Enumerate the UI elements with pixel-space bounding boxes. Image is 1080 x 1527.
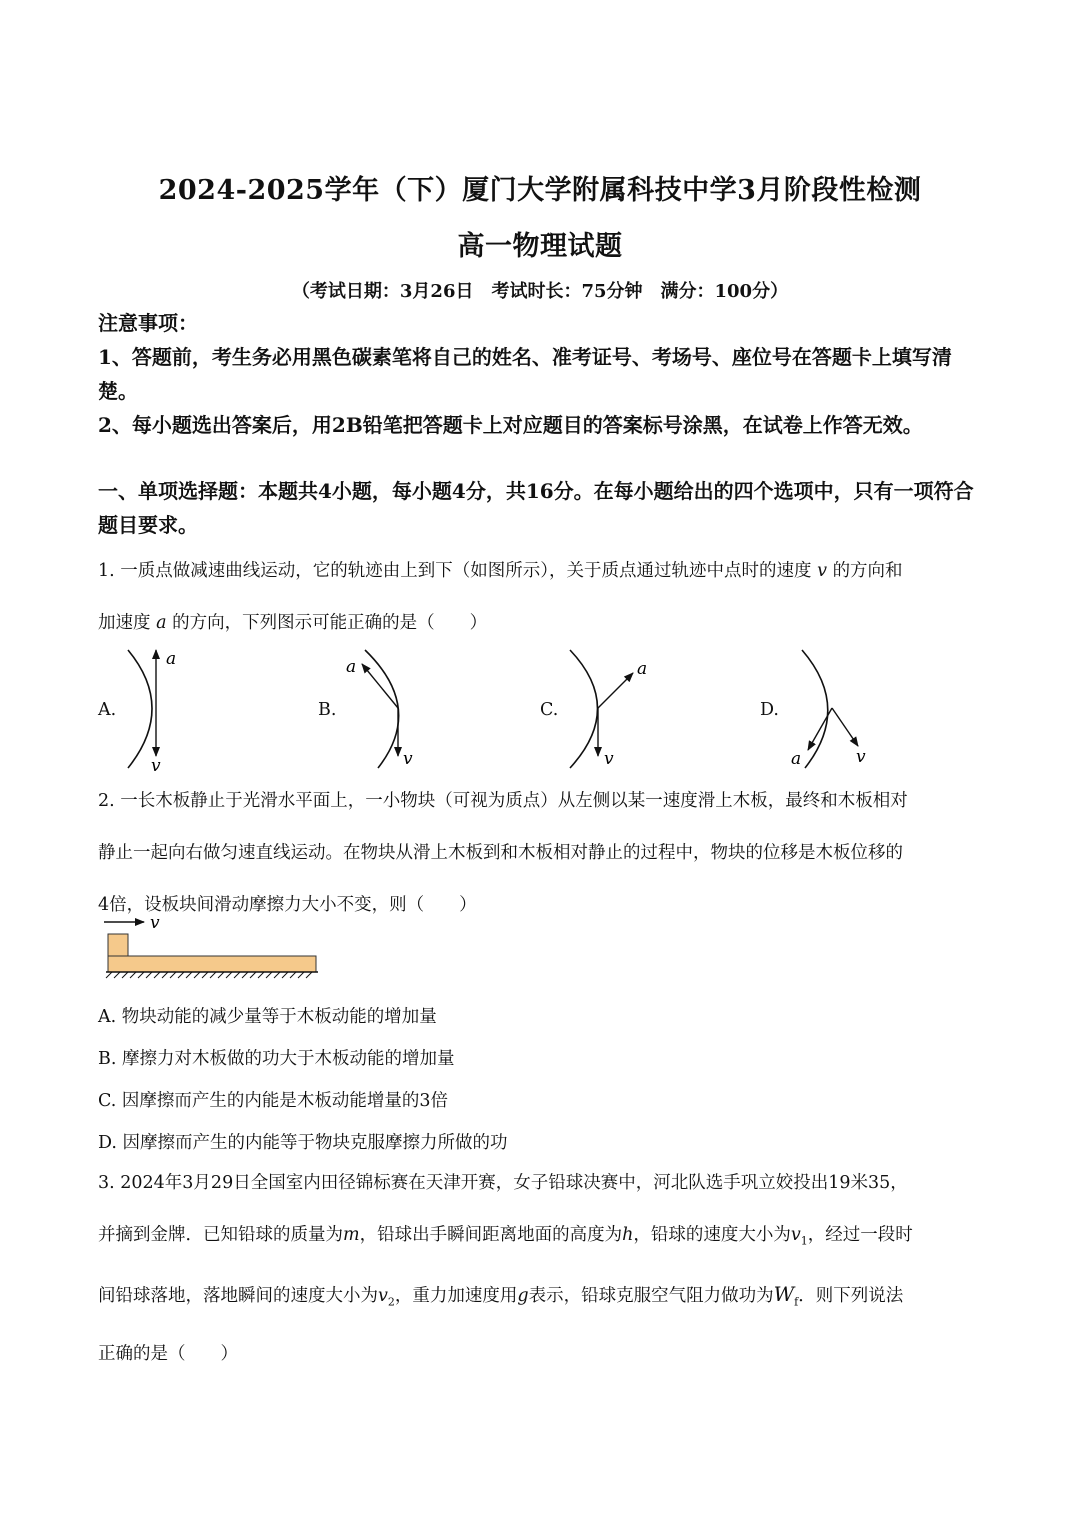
q2-option-d: D. 因摩擦而产生的内能等于物块克服摩擦力所做的功: [98, 1133, 508, 1153]
q1-diagram-b: [346, 650, 413, 769]
q3-var-v2-sub: 2: [387, 1295, 395, 1308]
q2-block: [108, 934, 128, 956]
q1-option-c-label: C.: [540, 700, 559, 720]
q3-var-h: h: [622, 1225, 634, 1245]
page-title: 2024-2025学年（下）厦门大学附属科技中学3月阶段性检测: [158, 175, 922, 206]
section-heading: 一、单项选择题：本题共4小题，每小题4分，共16分。在每小题给出的四个选项中，只有一项符合题目要求。: [98, 479, 974, 537]
question-1-stem: [98, 545, 998, 649]
q1-a-label-v: v: [151, 756, 161, 776]
q2-figure: [98, 908, 338, 980]
q3-text-3d: ．则下列说法: [798, 1285, 904, 1306]
q3-var-v2: v: [378, 1285, 388, 1306]
q1-diagram-a: [128, 649, 176, 776]
q2-option-a: A. 物块动能的减少量等于木板动能的增加量: [98, 1007, 437, 1027]
notice-heading: 注意事项：: [98, 311, 198, 335]
q3-text-2a: 并摘到金牌．已知铅球的质量为: [98, 1225, 343, 1245]
q3-var-v1-sub: 1: [800, 1234, 808, 1248]
q3-line-4: 正确的是（ ）: [98, 1344, 238, 1364]
q2-line-2: 静止一起向右做匀速直线运动。在物块从滑上木板到和木板相对静止的过程中，物块的位移是木板位移的: [98, 843, 903, 863]
question-3-stem: [98, 1157, 998, 1380]
q1-var-a: a: [156, 613, 167, 633]
q2-option-b: B. 摩擦力对木板做的功大于木板动能的增加量: [98, 1049, 455, 1069]
q1-diagram-c: [570, 650, 647, 769]
q2-line-3: 4倍，设板块间滑动摩擦力大小不变，则（ ）: [98, 895, 477, 915]
q1-text-1: 1. 一质点做减速曲线运动，它的轨迹由上到下（如图所示），关于质点通过轨迹中点时的速度: [98, 561, 812, 581]
q3-var-g: g: [517, 1285, 529, 1306]
q3-text-2b: ，铅球出手瞬间距离地面的高度为: [359, 1225, 623, 1245]
q3-text-2d: ，经过一段时: [807, 1225, 913, 1245]
q3-text-3a: 间铅球落地，落地瞬间的速度大小为: [98, 1285, 378, 1306]
q1-b-label-v: v: [403, 749, 413, 769]
q1-text-1b: 的方向和: [832, 561, 903, 581]
q1-text-2a: 加速度: [98, 613, 151, 633]
q3-var-w-sub: f: [794, 1295, 799, 1308]
q2-label-v: v: [150, 913, 160, 933]
q1-text-2b: 的方向，下列图示可能正确的是（ ）: [172, 613, 488, 633]
q2-option-c: C. 因摩擦而产生的内能是木板动能增量的3倍: [98, 1091, 449, 1111]
q3-var-w: W: [773, 1281, 795, 1306]
q1-c-label-v: v: [604, 749, 614, 769]
q2-line-1: 2. 一长木板静止于光滑水平面上，一小物块（可视为质点）从左侧以某一速度滑上木板，最终和木板相对: [98, 791, 908, 811]
page-subtitle: 高一物理试题: [457, 231, 623, 262]
q3-var-m: m: [343, 1225, 360, 1245]
q3-text-3c: 表示，铅球克服空气阻力做功为: [528, 1285, 774, 1306]
q1-option-a-label: A.: [98, 700, 117, 720]
q1-var-v: v: [817, 561, 827, 581]
notice-item-2: 2、每小题选出答案后，用2B铅笔把答题卡上对应题目的答案标号涂黑，在试卷上作答无效。: [98, 413, 923, 437]
q3-text-2c: ，铅球的速度大小为: [633, 1225, 791, 1245]
q1-option-b-label: B.: [318, 700, 337, 720]
q1-d-label-v: v: [856, 747, 866, 767]
q1-diagram-d: [791, 650, 866, 769]
q1-option-d-label: D.: [760, 700, 779, 720]
q3-text-3b: ，重力加速度用: [394, 1285, 518, 1306]
q1-diagrams: [0, 640, 1080, 780]
q1-b-label-a: a: [346, 657, 357, 677]
q1-a-label-a: a: [166, 649, 177, 669]
exam-info: （考试日期：3月26日 考试时长：75分钟 满分：100分）: [291, 281, 789, 302]
q3-var-v1: v: [790, 1225, 801, 1245]
q2-board: [108, 956, 316, 972]
q1-d-label-a: a: [791, 749, 802, 769]
q1-c-label-a: a: [637, 659, 648, 679]
notice-item-1: 1、答题前，考生务必用黑色碳素笔将自己的姓名、准考证号、考场号、座位号在答题卡上填写清楚。: [98, 345, 952, 403]
q3-line-1: 3. 2024年3月29日全国室内田径锦标赛在天津开赛，女子铅球决赛中，河北队选手巩立姣投出19米35，: [98, 1173, 908, 1193]
